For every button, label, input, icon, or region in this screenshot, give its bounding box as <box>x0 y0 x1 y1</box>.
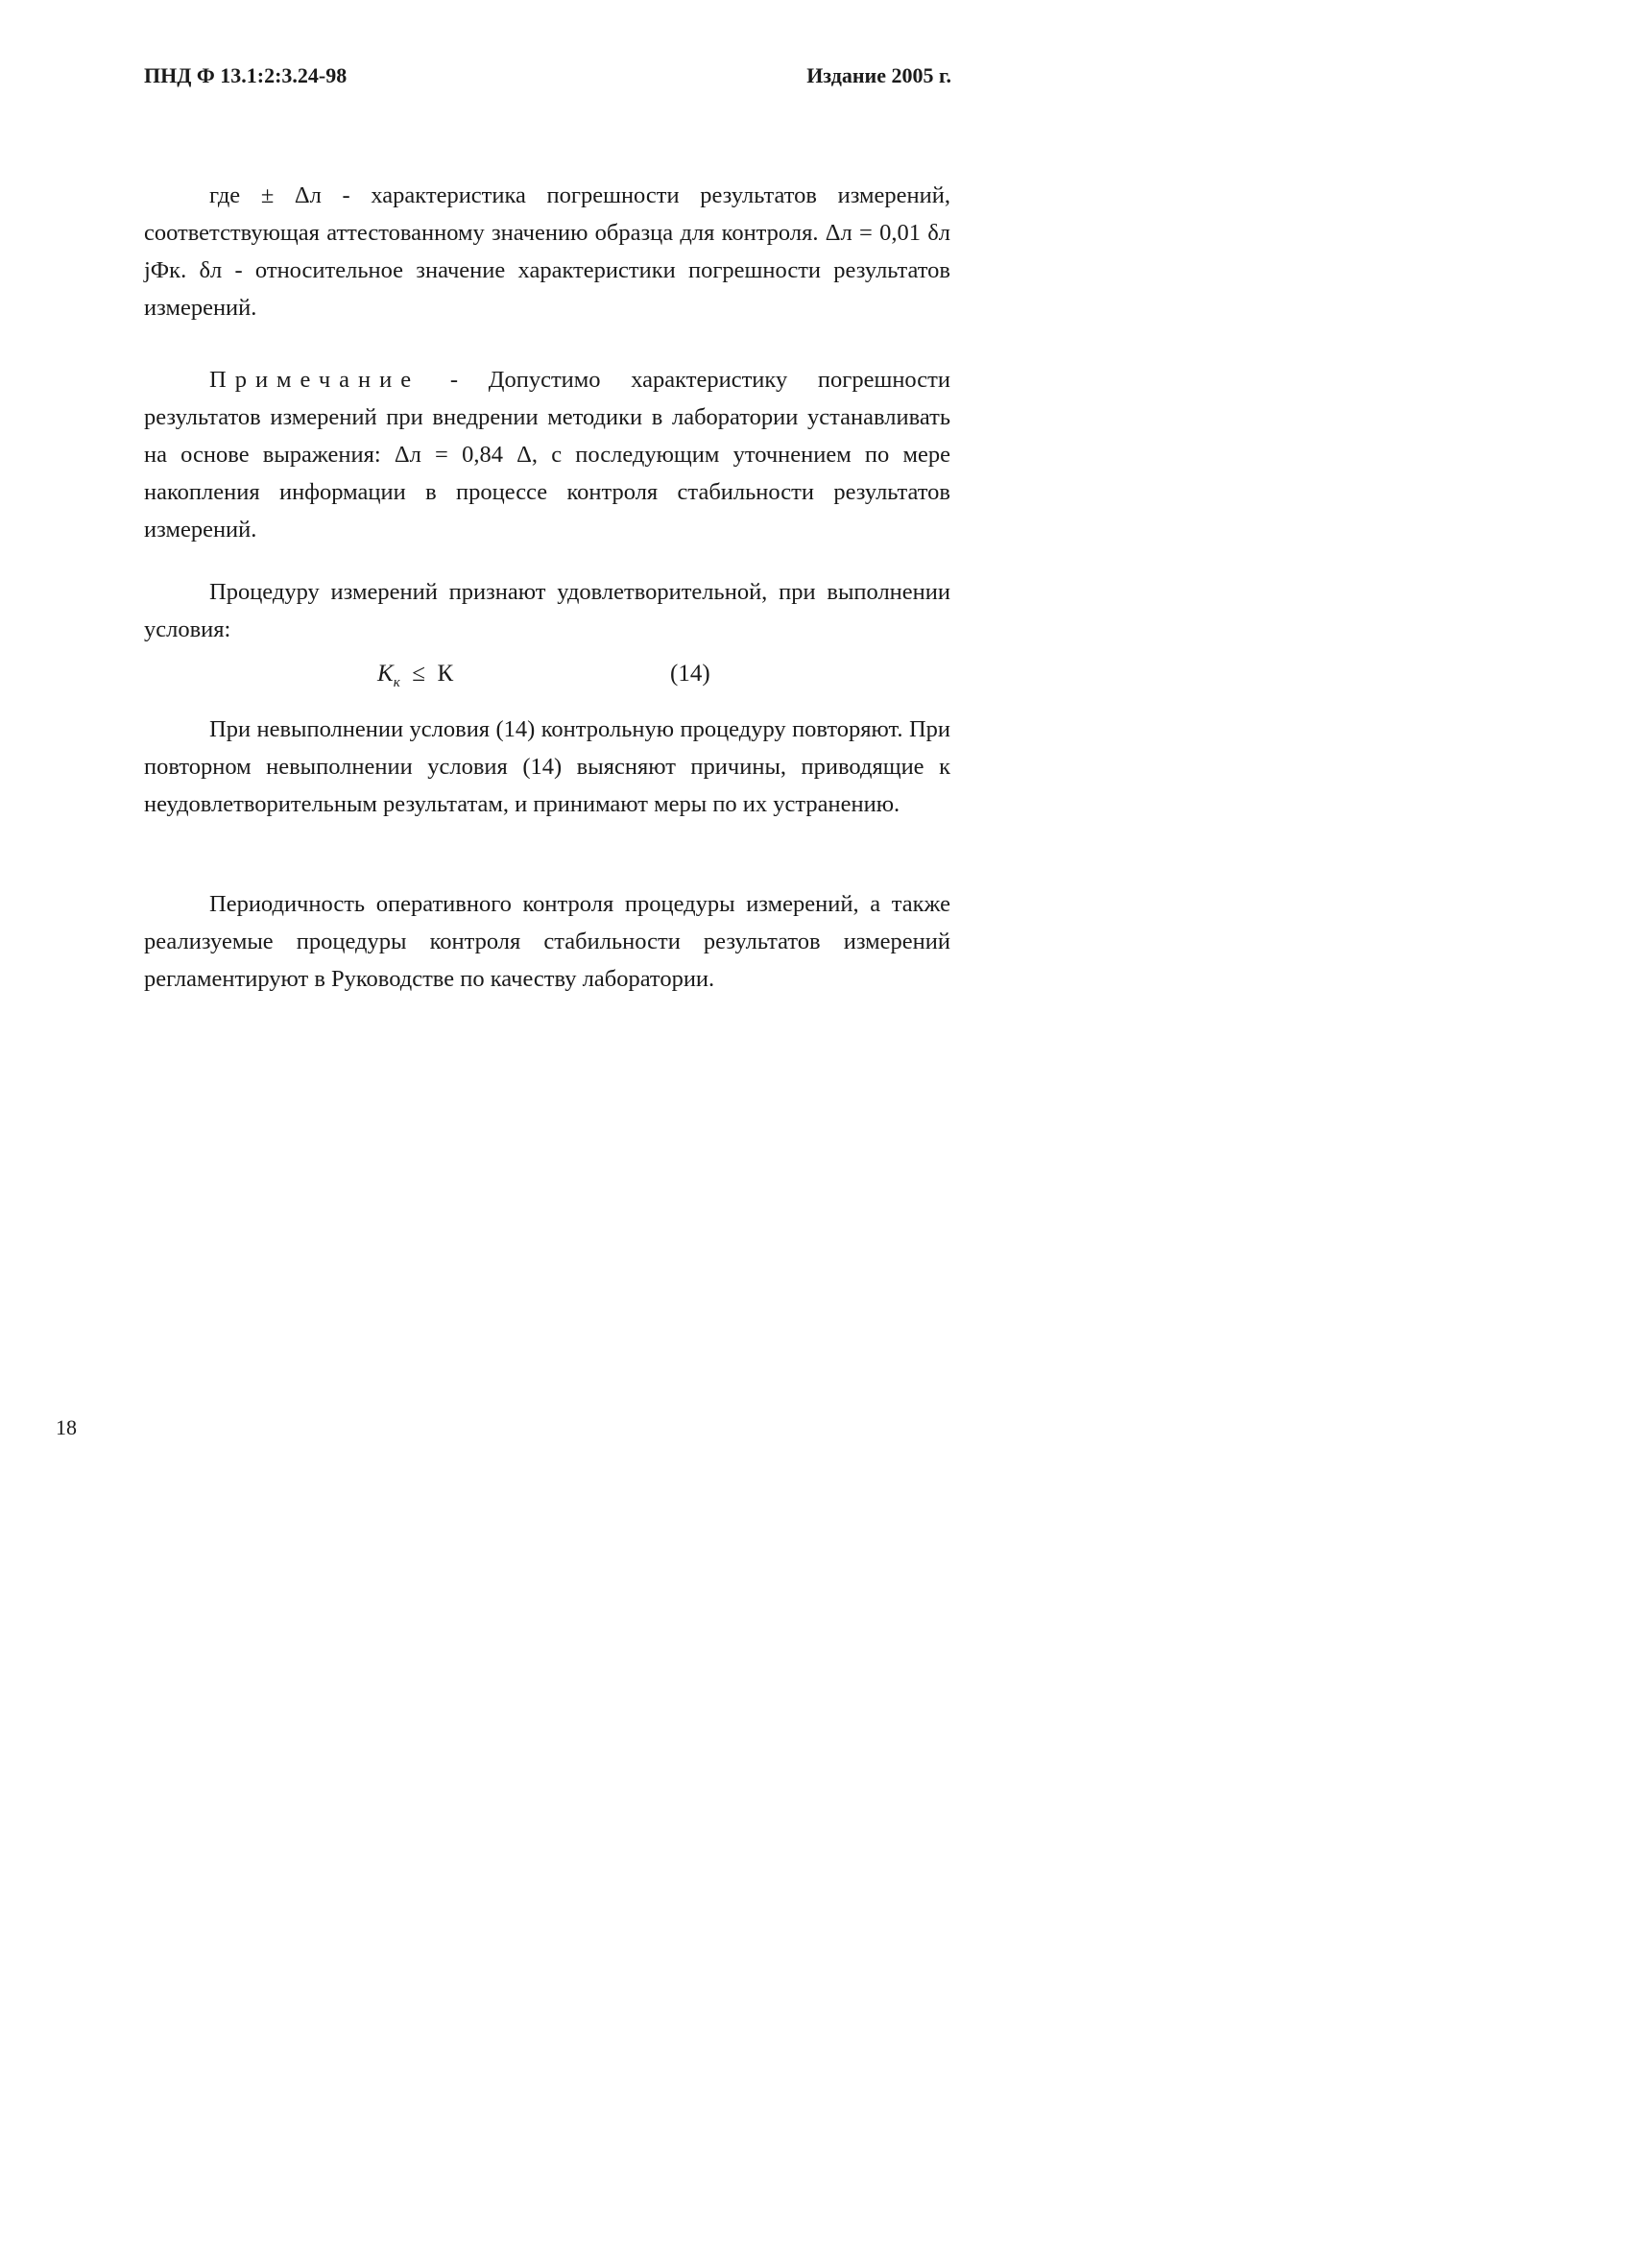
paragraph-repeat-procedure <box>144 711 950 823</box>
edition-label: Издание 2005 г. <box>806 63 951 87</box>
document-code: ПНД Ф 13.1:2:3.24-98 <box>144 63 348 87</box>
formula-operator: ≤ <box>412 661 425 687</box>
paragraph-periodicity <box>144 885 950 998</box>
page-number: 18 <box>56 1415 77 1439</box>
paragraph-error-definition <box>144 177 950 326</box>
paragraph-condition-intro <box>144 573 950 648</box>
paragraph-text: При невыполнении условия (14) контрольную процедуру повторяют. При повторном невыполнении условия (14) выясняют причины, приводящие к неудовлетворительным результатам, и принимают меры по их устранению. <box>144 716 950 817</box>
paragraph-text: Процедуру измерений признают удовлетворительной, при выполнении условия: <box>144 579 950 642</box>
paragraph-text: где ± Δл - характеристика погрешности результатов измерений, соответствующая аттестованному значению образца для контроля. Δл = 0,01 δл jФк. δл - относительное значение характеристики погрешности результатов измерений. <box>144 182 950 321</box>
formula-14 <box>377 661 453 691</box>
formula-lhs: K <box>377 661 394 687</box>
note-label: Примечание <box>209 367 420 393</box>
paragraph-text: Периодичность оперативного контроля процедуры измерений, а также реализуемые процедуры контроля стабильности результатов измерений регламентируют в Руководстве по качеству лаборатории. <box>144 891 950 992</box>
note-text: - Допустимо характеристику погрешности результатов измерений при внедрении методики в лаборатории устанавливать на основе выражения: Δл = 0,84 Δ, с последующим уточнением по мере накопления информации в процессе контроля стабильности результатов измерений. <box>144 367 950 543</box>
formula-rhs: К <box>437 661 454 687</box>
formula-lhs-subscript: к <box>393 675 400 690</box>
paragraph-note <box>144 361 950 548</box>
formula-number: (14) <box>670 661 710 687</box>
